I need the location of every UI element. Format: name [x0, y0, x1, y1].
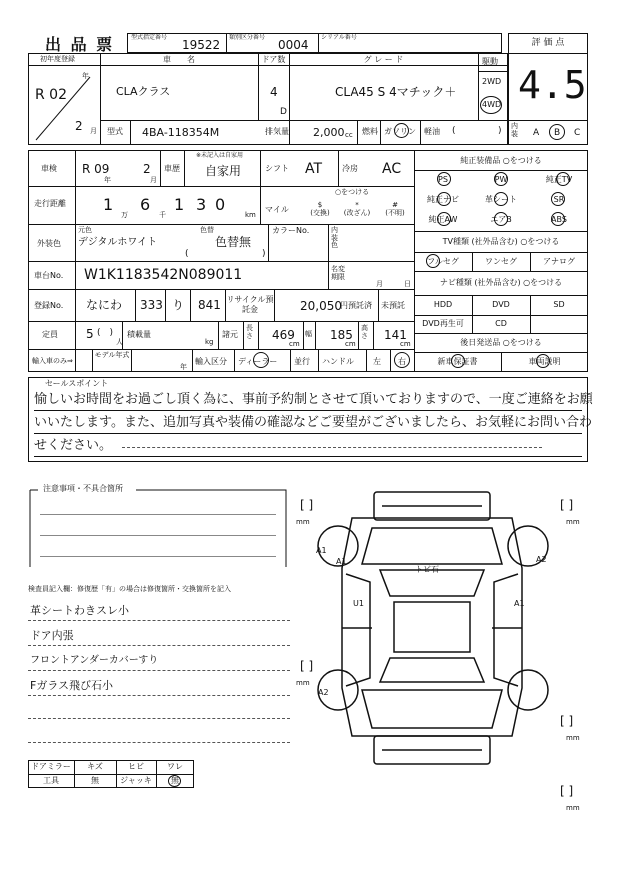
- mileage-digit-3: 1: [174, 195, 185, 214]
- bracket-front-right: [ ]: [560, 498, 574, 512]
- first-reg-label: 初年度登録: [40, 55, 75, 63]
- exterior-color: デジタルホワイト: [78, 237, 158, 248]
- type-number-label: 型式指定番号: [131, 34, 168, 41]
- shift-value: AT: [305, 161, 323, 177]
- damage-mark-a2-rear-left: A2: [318, 688, 329, 697]
- shaken-month: 2: [143, 162, 151, 176]
- first-reg-month: 2: [75, 119, 83, 133]
- score-value: 4.5: [518, 63, 587, 107]
- damage-mark-a1-front-left-wheel: A1: [316, 546, 327, 555]
- sales-line-3: せください。: [34, 438, 113, 453]
- later-title: 後日発送品 ○をつける: [460, 338, 542, 347]
- note-item-1: 革シートわきスレ小: [30, 604, 129, 617]
- bracket-front-left: [ ]: [300, 498, 314, 512]
- equip-leather: 革シート: [485, 195, 517, 204]
- equip-sr: SR: [553, 195, 565, 204]
- mileage-digit-5: 0: [215, 195, 226, 214]
- tv-oneseg: ワンセグ: [485, 257, 517, 266]
- equip-navi: 純正ナビ: [427, 195, 459, 204]
- interior-a: A: [533, 128, 540, 138]
- genuine-title: 純正装備品 ○をつける: [460, 156, 542, 165]
- equip-airbag: エアB: [490, 215, 512, 224]
- handle-right: 右: [398, 357, 406, 366]
- drive-2wd: 2WD: [482, 77, 502, 86]
- equip-aw: 純正AW: [428, 215, 458, 224]
- fuel-gasoline: ガソリン: [384, 127, 416, 136]
- equip-abs: ABS: [551, 215, 567, 224]
- reg-kana: り: [172, 298, 185, 312]
- bracket-rear-bottom: [ ]: [560, 784, 574, 798]
- width: 185: [330, 328, 353, 342]
- bracket-rear-left: [ ]: [300, 659, 314, 673]
- aircon-value: AC: [382, 161, 402, 177]
- damage-mark-u1: U1: [353, 599, 364, 608]
- doors: 4: [270, 85, 278, 99]
- capacity: 5: [86, 327, 94, 341]
- import-dealer: ディーラー: [238, 357, 278, 366]
- navi-dvd: DVD: [492, 300, 510, 309]
- shaken-era: R 09: [82, 162, 110, 176]
- grade: CLA45 S 4マチック＋: [335, 85, 457, 99]
- drive-4wd: 4WD: [482, 100, 502, 109]
- damage-mark-chip: トビ石: [415, 565, 439, 574]
- tv-fullseg: フルセグ: [427, 257, 459, 266]
- navi-title: ナビ種類 (社外品含む) ○をつける: [439, 278, 563, 287]
- reg-number: 841: [198, 298, 221, 312]
- category-number: 0004: [278, 38, 309, 52]
- mileage-digit-2: 6: [140, 195, 151, 214]
- type-number: 19522: [182, 38, 221, 52]
- mileage-digit-4: 3: [196, 195, 207, 214]
- car-damage-diagram: [290, 478, 640, 808]
- car-name-label: 車 名: [163, 55, 195, 64]
- navi-cd: CD: [495, 319, 507, 328]
- bracket-rear-right: [ ]: [560, 714, 574, 728]
- equip-pw: PW: [494, 175, 508, 184]
- history-value: 自家用: [205, 164, 242, 178]
- vehicle-manual: 車両説明: [528, 357, 561, 366]
- category-number-label: 類別区分番号: [229, 34, 266, 41]
- reg-class: 333: [140, 298, 163, 312]
- handle-left: 左: [373, 357, 381, 366]
- navi-hdd: HDD: [433, 300, 453, 309]
- interior-b: B: [554, 128, 561, 138]
- damage-mark-a1-right: A1: [514, 599, 525, 608]
- damage-mark-a1-front-left: A1: [336, 557, 347, 566]
- sheet-title: 出 品 票: [45, 35, 115, 54]
- model-code: 4BA-118354M: [142, 126, 220, 139]
- car-name: CLAクラス: [116, 85, 171, 98]
- displacement: 2,000: [313, 126, 345, 139]
- tv-analog: アナログ: [543, 257, 575, 266]
- mileage-digit-1: 1: [103, 195, 114, 214]
- score-label: 評 価 点: [531, 38, 565, 48]
- notes-title: 注意事項・不具合箇所: [43, 484, 123, 493]
- recycle-amount: 20,050: [300, 299, 342, 313]
- first-reg-era: R 02: [35, 87, 67, 103]
- color-change: 色替無: [215, 235, 252, 249]
- sales-line-1: 愉しいお時間をお過ごし頂く為に、事前予約制とさせて頂いておりますので、一度ご連絡をお願: [34, 392, 593, 407]
- serial-label: シリアル番号: [321, 34, 357, 41]
- damage-mark-a2-front-right: A2: [536, 555, 547, 564]
- note-item-4: Fガラス飛び石小: [30, 679, 113, 692]
- tv-title: TV種類 (社外品含む) ○をつける: [442, 237, 560, 246]
- height: 141: [384, 328, 407, 342]
- sales-point-label: セールスポイント: [45, 379, 109, 388]
- reg-area: なにわ: [86, 298, 123, 312]
- length: 469: [272, 328, 295, 342]
- navi-sd: SD: [553, 300, 565, 309]
- new-car-warranty: 新車保証書: [437, 357, 478, 366]
- equip-ps: PS: [438, 175, 448, 184]
- note-item-2: ドア内張: [30, 629, 74, 642]
- sales-line-2: いいたします。また、追加写真や装備の確認などご要望がございましたら、お気軽にお問い合わ: [34, 415, 592, 430]
- chassis-number: W1K1183542N089011: [84, 267, 243, 283]
- inspector-note: 検査員記入欄：修復歴「有」の場合は修復箇所・交換箇所を記入: [28, 585, 231, 593]
- note-item-3: フロントアンダーカバーすり: [30, 655, 159, 666]
- dvd-play: DVD再生可: [422, 319, 464, 328]
- equip-genuine-tv: 純正TV: [545, 175, 573, 184]
- interior-c: C: [574, 128, 581, 138]
- grade-label: グ レ ー ド: [363, 55, 404, 64]
